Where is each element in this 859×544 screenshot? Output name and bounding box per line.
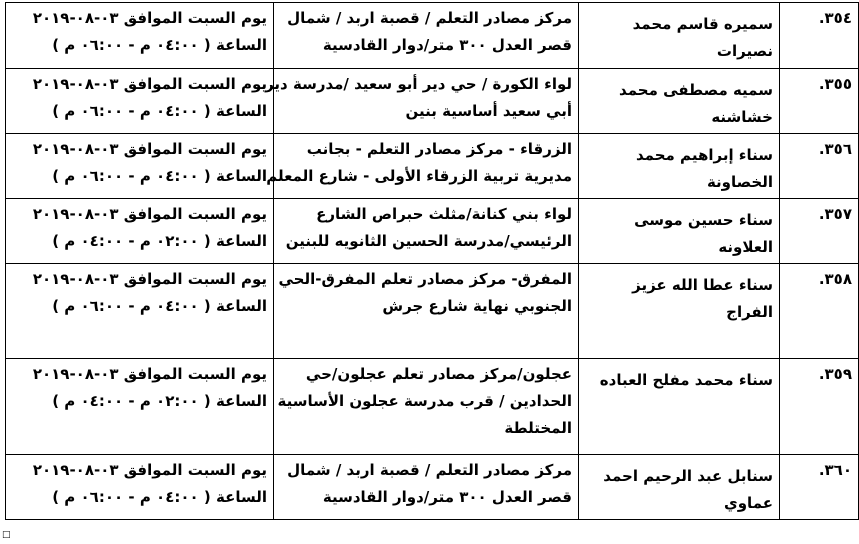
hour-line: الساعة ( ٠٤:٠٠ م - ٠٦:٠٠ م ) bbox=[52, 36, 267, 54]
date-line: يوم السبت الموافق ٠٣-٠٨-٢٠١٩ bbox=[32, 365, 267, 383]
location-cell bbox=[266, 134, 579, 199]
time-cell bbox=[6, 359, 274, 455]
row-number: ٣٥٤. bbox=[780, 3, 859, 69]
location-line: مركز مصادر التعلم / قصبة اربد / شمال bbox=[287, 461, 572, 479]
person-name: سناء حسين موسى العلاونه bbox=[579, 199, 780, 264]
location-cell bbox=[265, 69, 579, 134]
location-line: الزرقاء - مركز مصادر التعلم - بجانب bbox=[306, 140, 572, 158]
location-line: المختلطة bbox=[504, 419, 572, 437]
location-line: لواء بني كنانة/مثلث حبراص الشارع bbox=[316, 205, 572, 223]
location-line: الجنوبي نهاية شارع جرش bbox=[382, 297, 572, 315]
person-name: سنابل عبد الرحيم احمد عماوي bbox=[579, 455, 780, 520]
location-line: مركز مصادر التعلم / قصبة اربد / شمال bbox=[287, 9, 572, 27]
date-line: يوم السبت الموافق ٠٣-٠٨-٢٠١٩ bbox=[32, 461, 267, 479]
hour-line: الساعة ( ٠٤:٠٠ م - ٠٦:٠٠ م ) bbox=[52, 167, 267, 185]
hour-line: الساعة ( ٠٤:٠٠ م - ٠٦:٠٠ م ) bbox=[52, 102, 267, 120]
exam-schedule-table bbox=[5, 2, 859, 520]
time-cell bbox=[6, 134, 274, 199]
date-line: يوم السبت الموافق ٠٣-٠٨-٢٠١٩ bbox=[32, 205, 267, 223]
location-line: أبي سعيد أساسية بنين bbox=[405, 102, 572, 120]
table-row bbox=[6, 69, 859, 134]
time-cell bbox=[6, 69, 274, 134]
row-number: ٣٥٧. bbox=[780, 199, 859, 264]
hour-line: الساعة ( ٠٤:٠٠ م - ٠٦:٠٠ م ) bbox=[52, 297, 267, 315]
location-line: عجلون/مركز مصادر تعلم عجلون/حي bbox=[305, 365, 572, 383]
person-name: سناء محمد مفلح العباده bbox=[579, 359, 780, 455]
location-line: قصر العدل ٣٠٠ متر/دوار القادسية bbox=[322, 36, 572, 54]
table-row bbox=[6, 199, 859, 264]
person-name: سميه مصطفى محمد خشاشنه bbox=[579, 69, 780, 134]
location-cell bbox=[274, 199, 579, 264]
table-row bbox=[6, 264, 859, 359]
location-line: الحدادين / قرب مدرسة عجلون الأساسية bbox=[277, 392, 572, 410]
location-line: قصر العدل ٣٠٠ متر/دوار القادسية bbox=[322, 488, 572, 506]
location-cell bbox=[274, 359, 579, 455]
location-cell bbox=[274, 264, 579, 359]
location-line: المفرق- مركز مصادر تعلم المفرق-الحي bbox=[278, 270, 572, 288]
row-number: ٣٦٠. bbox=[780, 455, 859, 520]
paragraph-mark: □ bbox=[2, 530, 11, 540]
table-row bbox=[6, 455, 859, 520]
row-number: ٣٥٦. bbox=[780, 134, 859, 199]
table-row bbox=[6, 359, 859, 455]
location-cell bbox=[274, 3, 579, 69]
hour-line: الساعة ( ٠٢:٠٠ م - ٠٤:٠٠ م ) bbox=[52, 392, 267, 410]
person-name: سناء إبراهيم محمد الخصاونة bbox=[579, 134, 780, 199]
table-row bbox=[6, 3, 859, 69]
location-line: مديرية تربية الزرقاء الأولى - شارع المعلم bbox=[266, 167, 572, 185]
time-cell bbox=[6, 3, 274, 69]
time-cell bbox=[6, 199, 274, 264]
time-cell bbox=[6, 264, 274, 359]
location-line: لواء الكورة / حي دير أبو سعيد /مدرسة دير bbox=[265, 75, 572, 93]
row-number: ٣٥٨. bbox=[780, 264, 859, 359]
date-line: يوم السبت الموافق ٠٣-٠٨-٢٠١٩ bbox=[32, 270, 267, 288]
location-cell bbox=[274, 455, 579, 520]
time-cell bbox=[6, 455, 274, 520]
date-line: يوم السبت الموافق ٠٣-٠٨-٢٠١٩ bbox=[32, 75, 267, 93]
table-row bbox=[6, 134, 859, 199]
row-number: ٣٥٥. bbox=[780, 69, 859, 134]
hour-line: الساعة ( ٠٤:٠٠ م - ٠٦:٠٠ م ) bbox=[52, 488, 267, 506]
person-name: سناء عطا الله عزيز الفراج bbox=[579, 264, 780, 359]
row-number: ٣٥٩. bbox=[780, 359, 859, 455]
hour-line: الساعة ( ٠٢:٠٠ م - ٠٤:٠٠ م ) bbox=[52, 232, 267, 250]
location-line: الرئيسي/مدرسة الحسين الثانويه للبنين bbox=[285, 232, 572, 250]
date-line: يوم السبت الموافق ٠٣-٠٨-٢٠١٩ bbox=[32, 9, 267, 27]
date-line: يوم السبت الموافق ٠٣-٠٨-٢٠١٩ bbox=[32, 140, 267, 158]
person-name: سميره قاسم محمد نصيرات bbox=[579, 3, 780, 69]
